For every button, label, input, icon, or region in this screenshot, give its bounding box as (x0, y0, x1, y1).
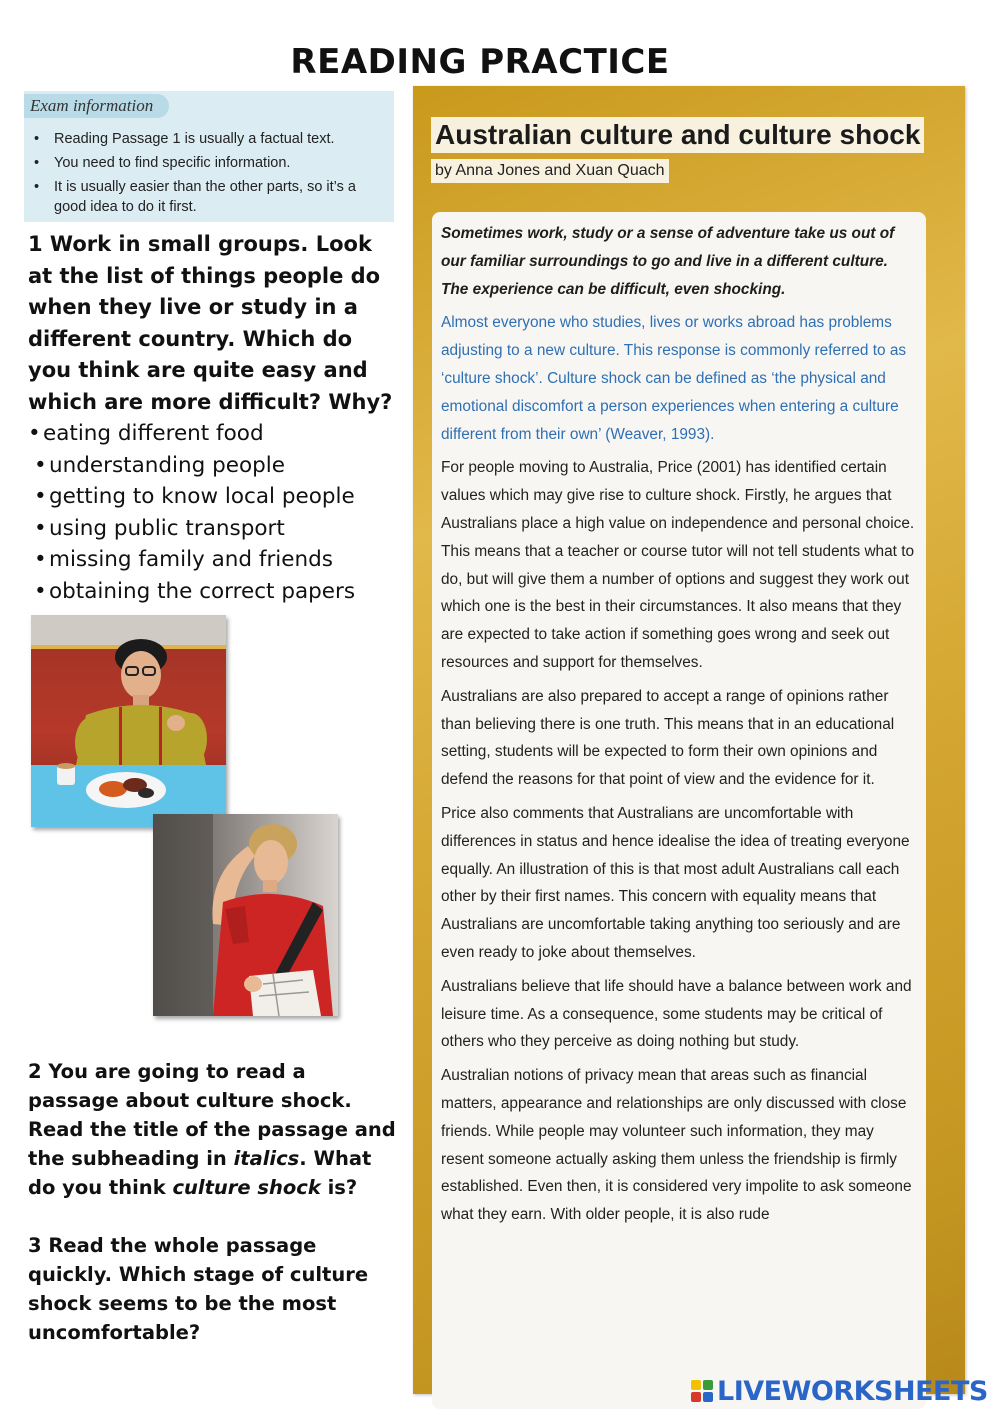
liveworksheets-logo-icon (691, 1380, 713, 1402)
exam-info-list (34, 129, 386, 221)
list-item-text: using public transport (49, 515, 285, 541)
article-paragraph: Price also comments that Australians are uncomfortable with differences in status and hence idealise the idea of treating everyone equally. An illustration of this is that most adult Australians call each other by their first names. This concern with equality means that Australians are uncomfortable taking anything too seriously and are even ready to joke about themselves. (441, 804, 910, 961)
list-item-text: missing family and friends (49, 547, 333, 572)
exam-info-heading: Exam information (24, 94, 169, 118)
confused-student-with-map-photo (153, 814, 338, 1016)
logo-tile (703, 1380, 713, 1390)
list-item-text: eating different food (43, 421, 264, 446)
logo-tile (703, 1392, 713, 1402)
logo-tile (691, 1392, 701, 1402)
watermark-text: LIVEWORKSHEETS (717, 1375, 988, 1407)
bullet-icon: • (34, 484, 47, 509)
man-eating-meal-photo (31, 615, 226, 827)
man-eating-meal-illustration (31, 615, 226, 827)
list-item (28, 513, 400, 545)
article-panel (413, 86, 965, 1394)
exam-info-item: • It is usually easier than the other parts, so it’s a good idea to do it first. (34, 177, 386, 217)
question-1: 1 Work in small groups. Look at the list of things people do when they live or study in a different country. Which do you think are quite easy and which are more difficult? Why? (28, 232, 393, 414)
bullet-icon: • (34, 547, 47, 572)
question-2-italics: italics (233, 1147, 300, 1170)
question-1-list (28, 418, 400, 607)
question-3: 3 Read the whole passage quickly. Which stage of culture shock seems to be the most uncomfortable? (28, 1234, 369, 1344)
exam-info-box (24, 91, 394, 222)
article-byline: by Anna Jones and Xuan Quach (431, 159, 669, 183)
bullet-icon: • (28, 421, 41, 446)
question-2-text: is? (320, 1176, 358, 1199)
article-paragraph: Australians are also prepared to accept a range of opinions rather than believing there is one truth. This means that in an educational setting, students will be expected to form their own opinions and defend the reasons for that point of view and the evidence for it. (441, 687, 895, 789)
bullet-icon: • (34, 452, 47, 478)
article-title: Australian culture and culture shock (431, 117, 924, 153)
article-body (432, 212, 926, 1409)
confused-student-illustration (153, 814, 338, 1016)
list-item (28, 418, 400, 450)
liveworksheets-watermark[interactable] (691, 1375, 988, 1407)
list-item-text: obtaining the correct papers (49, 578, 356, 604)
list-item (28, 544, 400, 576)
exam-info-item: • You need to find specific information. (34, 153, 386, 173)
page-title: READING PRACTICE (290, 42, 670, 82)
article-paragraph: For people moving to Australia, Price (2001) has identified certain values which may give rise to culture shock. Firstly, he argues that Australians place a high value on independence and personal choice. This means that a teacher or course tutor will not tell students what to do, but will give them a number of options and suggest they work out which one is the best in their circumstances. It also means that they are expected to take action if something goes wrong and seek out resources and support for themselves. (441, 459, 915, 671)
list-item (28, 481, 400, 513)
question-2-text: . What do you think (28, 1147, 372, 1199)
question-2-text: 2 You are going to read a passage about culture shock. Read the title of the passage and the subheading in (28, 1060, 396, 1170)
list-item-text: getting to know local people (49, 484, 355, 509)
list-item-text: understanding people (49, 452, 286, 478)
article-lead: Sometimes work, study or a sense of adventure take us out of our familiar surroundings to go and live in a different culture. The experience can be difficult, even shocking. (441, 225, 895, 298)
logo-tile (691, 1380, 701, 1390)
list-item (28, 576, 400, 608)
article-paragraph: Australian notions of privacy mean that areas such as financial matters, appearance and relationships are only discussed with close friends. While people may volunteer such information, they may resent someone actually asking them unless the friendship is firmly established. Even then, it is considered very impolite to ask someone what they earn. With older people, it is also rude (441, 1067, 912, 1224)
question-2-term: culture shock (172, 1176, 321, 1199)
list-item (28, 450, 400, 482)
question-2 (28, 1057, 400, 1202)
article-paragraph: Australians believe that life should have a balance between work and leisure time. As a consequence, some students may be critical of others who they perceive as doing nothing but study. (441, 977, 912, 1051)
bullet-icon: • (34, 578, 47, 604)
bullet-icon: • (34, 515, 47, 541)
exam-info-item: • Reading Passage 1 is usually a factual text. (34, 129, 386, 149)
article-intro: Almost everyone who studies, lives or works abroad has problems adjusting to a new culture. This response is commonly referred to as ‘culture shock’. Culture shock can be defined as ‘the physical and emotional discomfort a person experiences when entering a culture different from their own’ (Weaver, 1993). (441, 314, 907, 443)
